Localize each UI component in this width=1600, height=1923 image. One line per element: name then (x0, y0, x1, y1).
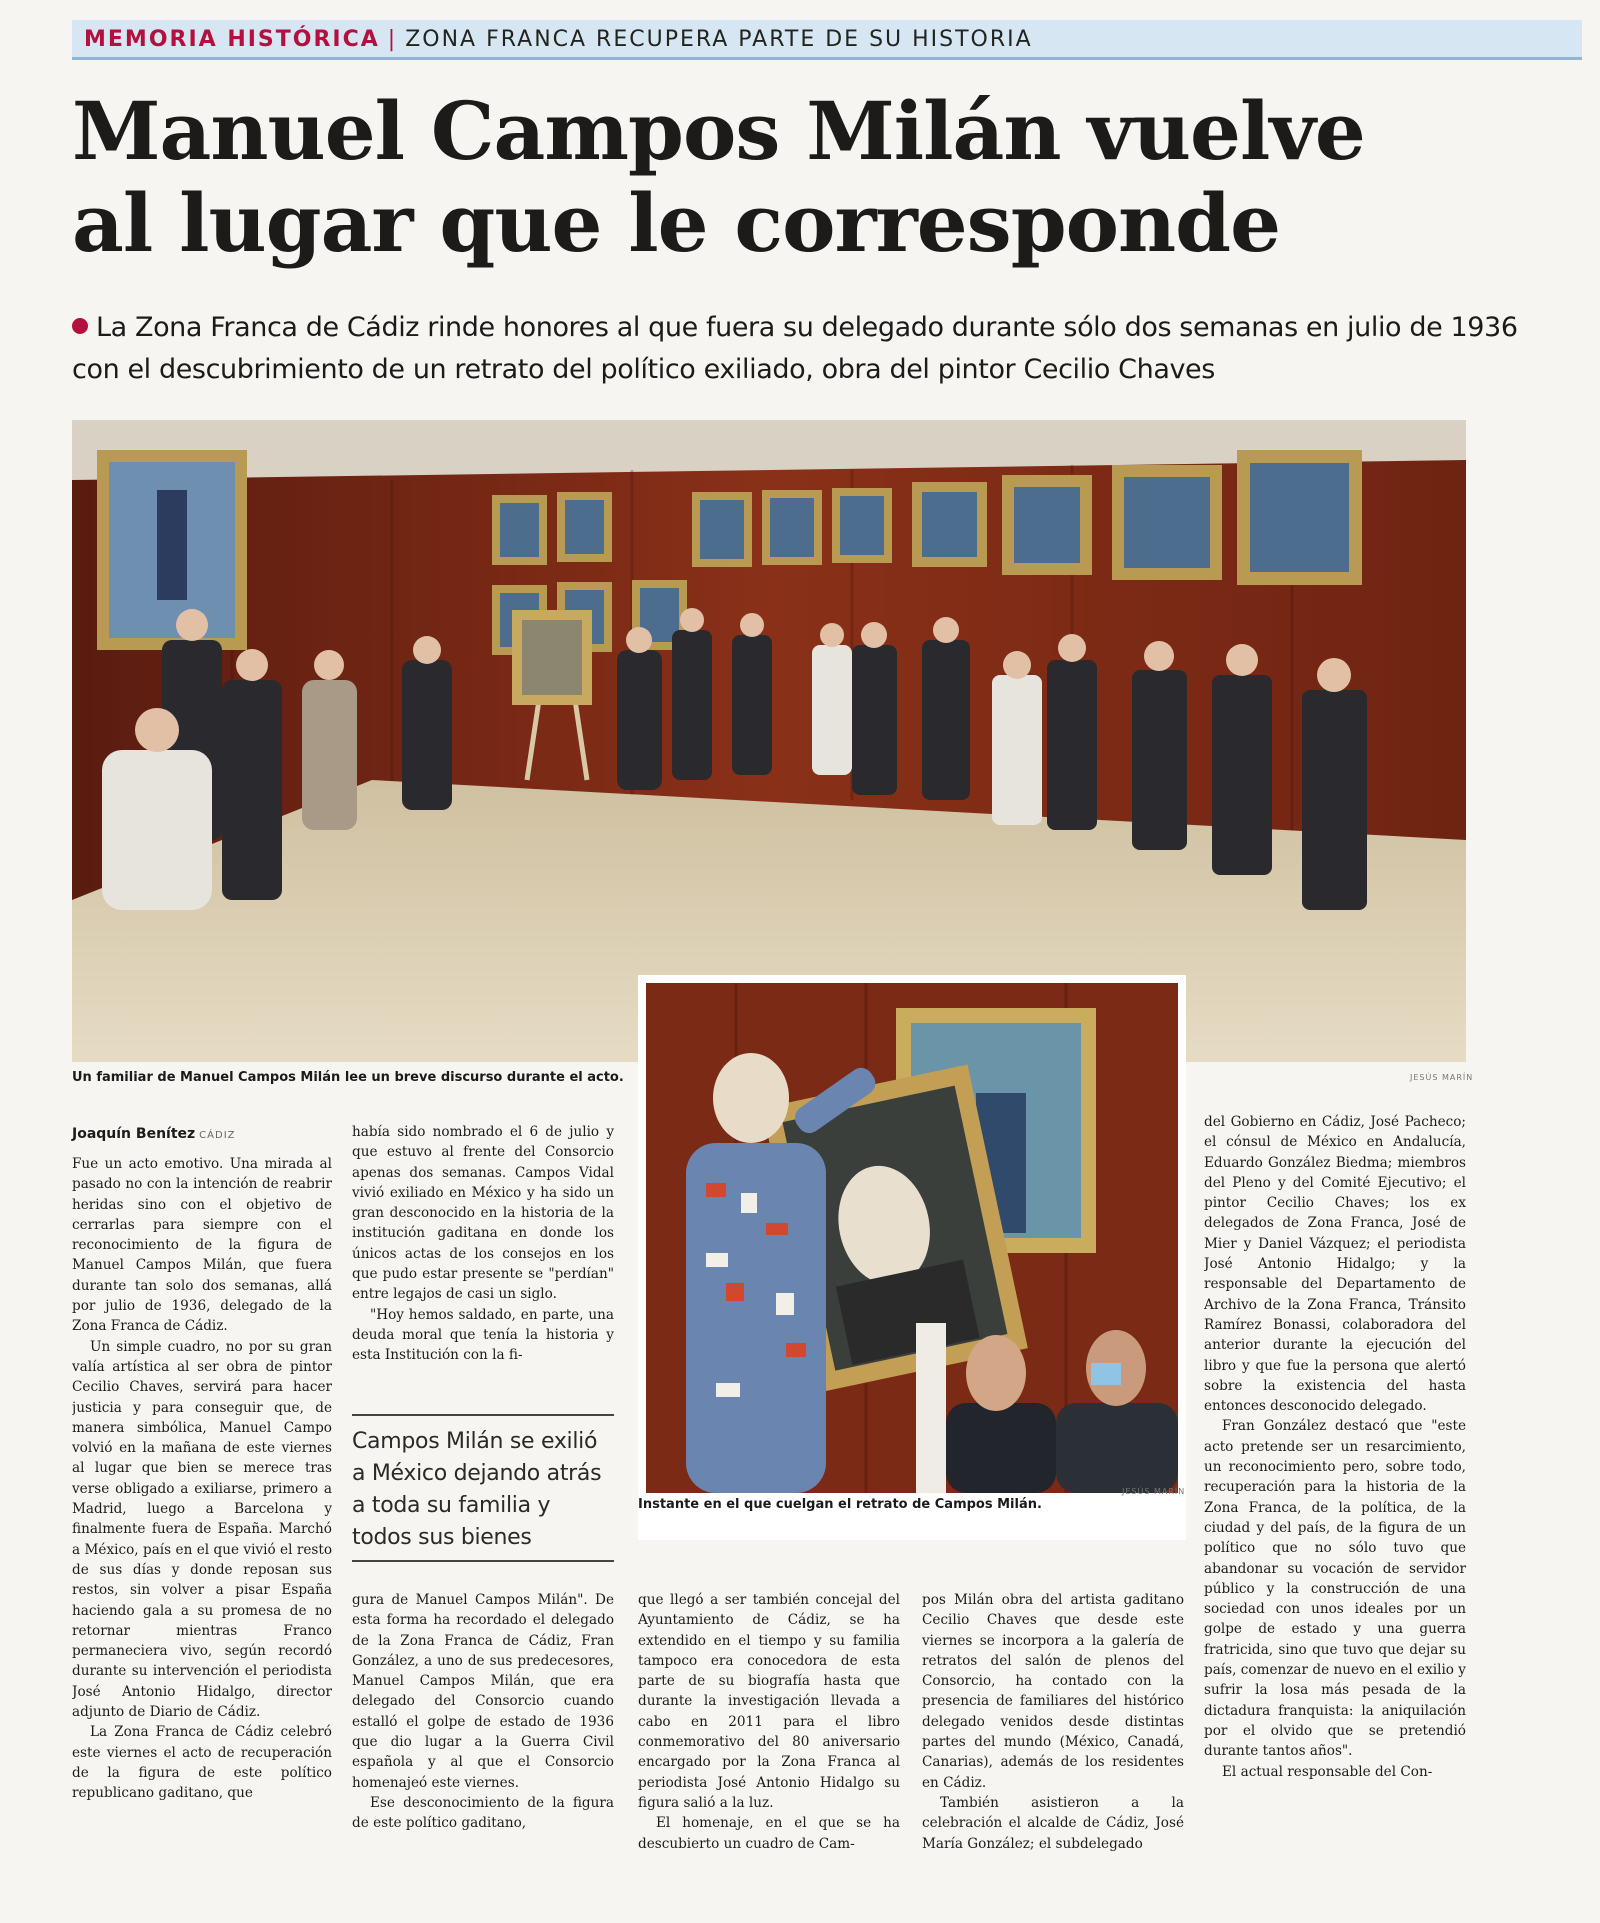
kicker-topic: ZONA FRANCA RECUPERA PARTE DE SU HISTORIA (405, 27, 1033, 52)
body-column-3-bottom (638, 1590, 900, 1860)
paragraph: "Hoy hemos saldado, en parte, una deuda moral que tenía la historia y esta Institución con la fi- (352, 1306, 614, 1364)
secondary-photo-caption: Instante en el que cuelgan el retrato de Campos Milán. (638, 1497, 1042, 1512)
paragraph: Un simple cuadro, no por su gran valía artística al ser obra de pintor Cecilio Chaves, servirá para hacer justicia y para conseguir que, de manera simbólica, Manuel Campo volvió en la mañana de este viernes al lugar que bien se merece tras verse obligado a exiliarse, primero a Madrid, luego a Barcelona y finalmente fuera de España. Marchó a México, país en el que vivió el resto de sus días y donde reposan sus restos, sin volver a pisar España haciendo gala a su promesa de no retornar mientras Franco permaneciera vivo, según recordó durante su intervención el periodista José Antonio Hidalgo, director adjunto de Diario de Cádiz. (72, 1338, 332, 1721)
body-column-2-top (352, 1122, 614, 1404)
main-photo-caption: Un familiar de Manuel Campos Milán lee un breve discurso durante el acto. (72, 1070, 624, 1085)
paragraph: Fran González destacó que "este acto pretende ser un resarcimiento, un reconocimiento pero, sobre todo, recuperación para la historia de la Zona Franca, de la política, de la ciudad y del país, de la figura de un político que no sólo tuvo que abandonar su vocación de servidor público y la construcción de una sociedad con unos ideales por un golpe de estado y una guerra fratricida, sino que tuvo que dejar su país, comenzar de nuevo en el exilio y sufrir la losa más pesada de la dictadura franquista: la aniquilación por el olvido que se pretendió durante tantos años". (1204, 1418, 1466, 1760)
main-photo (72, 420, 1466, 1062)
headline (72, 85, 1572, 269)
body-column-2-bottom (352, 1590, 614, 1860)
body-column-4-bottom (922, 1590, 1184, 1860)
paragraph: del Gobierno en Cádiz, José Pacheco; el cónsul de México en Andalucía, Eduardo González Biedma; miembros del Pleno y del Comité Ejecutivo; el pintor Cecilio Chaves; los ex delegados de Zona Franca, José de Mier y Daniel Vázquez; el periodista José Antonio Hidalgo; y la responsable del Departamento de Archivo de la Zona Franca, Tránsito Ramírez Bonassi, colaboradora del anterior durante la ejecución del libro y que fue la persona que alertó sobre la existencia del hasta entonces desconocido delegado. (1204, 1114, 1466, 1415)
paragraph: Fue un acto emotivo. Una mirada al pasado no con la intención de reabrir heridas sino con el objetivo de cerrarlas para siempre con el reconocimiento de la figura de Manuel Campos Milán, que fuera durante tan solo dos semanas, allá por julio de 1936, delegado de la Zona Franca de Cádiz. (72, 1156, 332, 1335)
paragraph: había sido nombrado el 6 de julio y que estuvo al frente del Consorcio apenas dos semanas. Campos Vidal vivió exiliado en México y ha sido un gran desconocido en la historia de la institución gaditana en donde los únicos actas de los consejos en los que pudo estar presente se "perdían" entre legajos de casi un siglo. (352, 1124, 614, 1303)
main-photo-illustration (72, 420, 1466, 1062)
byline-city: CÁDIZ (199, 1130, 236, 1141)
paragraph: La Zona Franca de Cádiz celebró este viernes el acto de recuperación de la figura de este político republicano gaditano, que (72, 1724, 332, 1802)
headline-line-1: Manuel Campos Milán vuelve (72, 84, 1365, 178)
paragraph: El homenaje, en el que se ha descubierto un cuadro de Cam- (638, 1815, 900, 1852)
pull-quote: Campos Milán se exilió a México dejando atrás a toda su familia y todos sus bienes (352, 1414, 614, 1562)
secondary-photo-illustration (646, 983, 1178, 1493)
headline-line-2: al lugar que le corresponde (72, 176, 1280, 270)
body-column-5 (1204, 1112, 1466, 1864)
secondary-photo-credit: JESÚS MARÍN (1122, 1487, 1186, 1496)
bullet-icon (72, 318, 88, 334)
paragraph: que llegó a ser también concejal del Ayuntamiento de Cádiz, se ha extendido en el tiempo y su familia tampoco era conocedora de esta parte de su biografía hasta que durante la investigación llevada a cabo en 2011 para el libro conmemorativo del 80 aniversario encargado por la Zona Franca al periodista José Antonio Hidalgo su figura salió a la luz. (638, 1592, 900, 1811)
main-photo-credit: JESÚS MARÍN (1410, 1073, 1474, 1082)
subheadline (72, 307, 1572, 391)
paragraph: El actual responsable del Con- (1222, 1763, 1433, 1780)
author: Joaquín Benítez (72, 1126, 196, 1142)
section-label: MEMORIA HISTÓRICA (84, 27, 380, 52)
byline (72, 1126, 272, 1142)
paragraph: gura de Manuel Campos Milán". De esta forma ha recordado el delegado de la Zona Franca de Cádiz, Fran González, a uno de sus predecesores, Manuel Campos Milán, que era delegado del Consorcio cuando estalló el golpe de estado de 1936 que dio lugar a la Guerra Civil española y al que el Consorcio homenajeó este viernes. (352, 1592, 614, 1791)
subheadline-text: La Zona Franca de Cádiz rinde honores al que fuera su delegado durante sólo dos semanas en julio de 1936 con el descubrimiento de un retrato del político exiliado, obra del pintor Cecilio Chaves (72, 312, 1518, 385)
paragraph: También asistieron a la celebración el alcalde de Cádiz, José María González; el subdelegado (922, 1794, 1184, 1852)
paragraph: pos Milán obra del artista gaditano Cecilio Chaves que desde este viernes se incorpora a la galería de retratos del salón de plenos del Consorcio, ha contado con la presencia de familiares del histórico delegado venidos desde distintas partes del mundo (México, Canadá, Canarias), además de los residentes en Cádiz. (922, 1592, 1184, 1791)
body-column-1 (72, 1154, 332, 1864)
kicker-separator: | (387, 27, 398, 52)
secondary-photo (638, 975, 1186, 1540)
section-kicker (72, 20, 1582, 60)
paragraph: Ese desconocimiento de la figura de este político gaditano, (352, 1794, 614, 1832)
